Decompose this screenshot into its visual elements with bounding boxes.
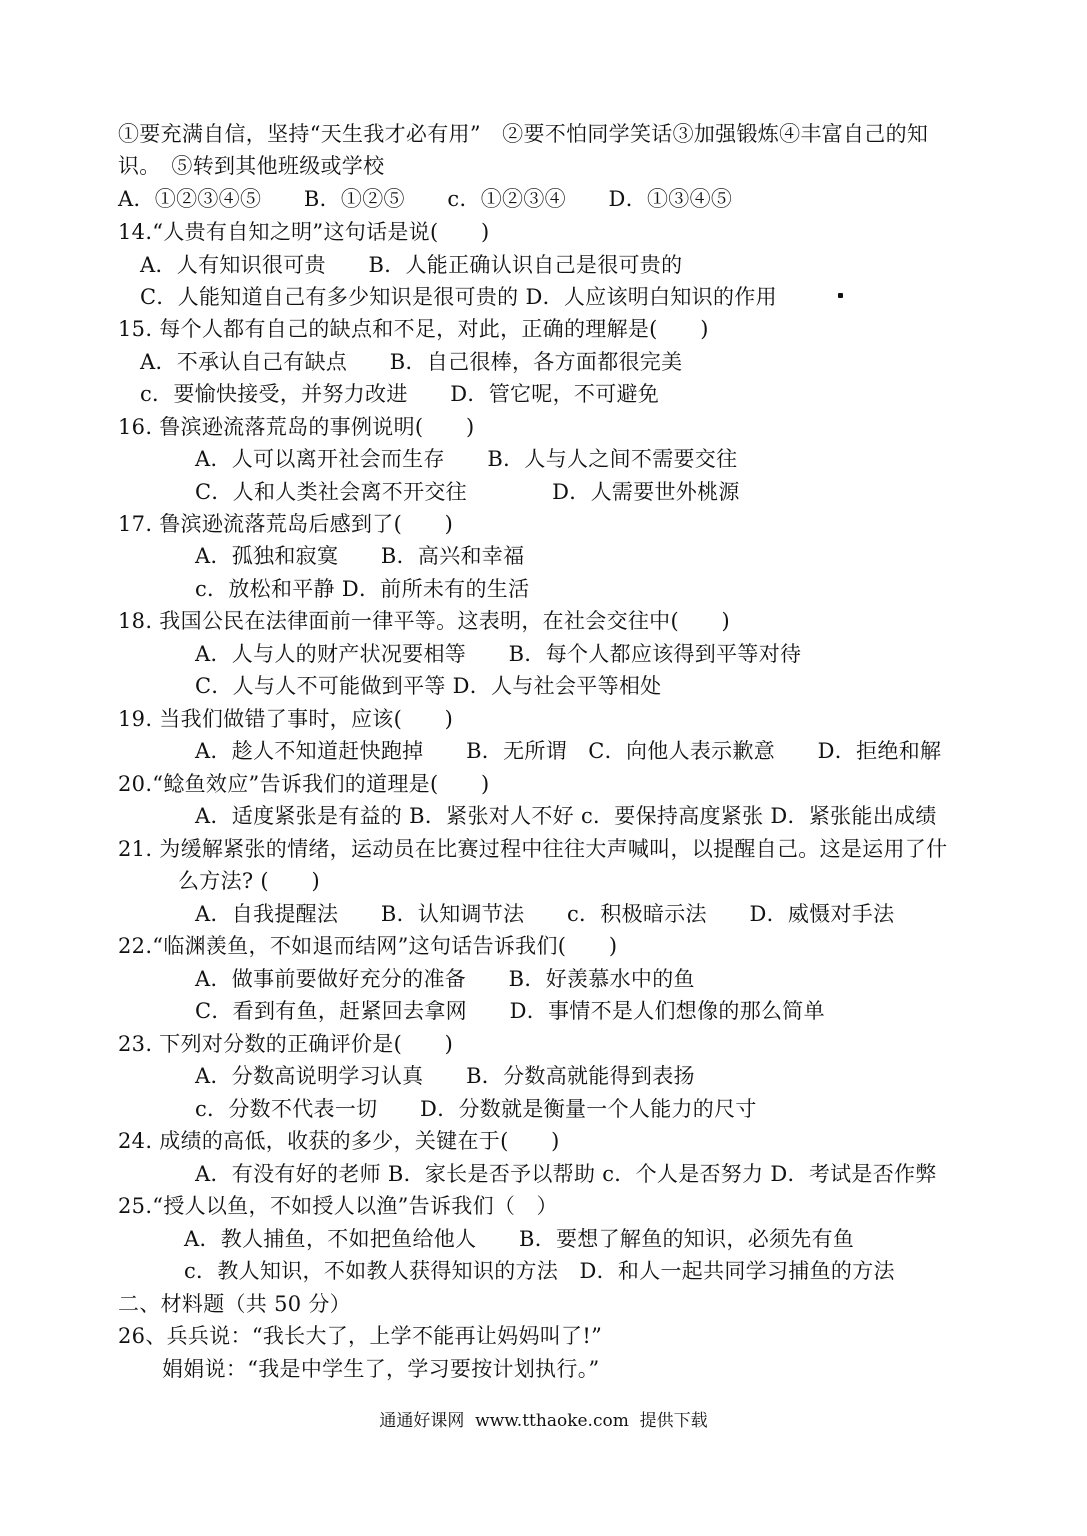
answer-options: C．人和人类社会离不开交往 D．人需要世外桃源 — [195, 480, 740, 504]
question-25: 25.“授人以鱼，不如授人以渔”告诉我们（ ） — [118, 1194, 558, 1218]
question-17: 17. 鲁滨逊流落荒岛后感到了( ) — [118, 512, 454, 536]
section-heading: 二、材料题（共 50 分） — [118, 1292, 351, 1316]
answer-options: c．要愉快接受，并努力改进 D．管它呢，不可避免 — [140, 382, 660, 406]
answer-options: A．①②③④⑤ B．①②⑤ c．①②③④ D．①③④⑤ — [118, 187, 733, 211]
text-line: 娟娟说：“我是中学生了，学习要按计划执行。” — [162, 1357, 600, 1381]
stray-dot — [838, 293, 843, 298]
answer-options: c．放松和平静 D．前所未有的生活 — [195, 577, 530, 601]
question-21: 21. 为缓解紧张的情绪，运动员在比赛过程中往往大声喊叫，以提醒自己。这是运用了什 — [118, 837, 948, 861]
page-footer: 通通好课网 www.tthaoke.com 提供下载 — [379, 1411, 708, 1431]
answer-options: A．分数高说明学习认真 B．分数高就能得到表扬 — [195, 1064, 695, 1088]
question-20: 20.“鲶鱼效应”告诉我们的道理是( ) — [118, 772, 490, 796]
question-15: 15. 每个人都有自己的缺点和不足，对此，正确的理解是( ) — [118, 317, 709, 341]
answer-options: C．看到有鱼，赶紧回去拿网 D．事情不是人们想像的那么简单 — [195, 999, 825, 1023]
answer-options: C．人与人不可能做到平等 D．人与社会平等相处 — [195, 674, 662, 698]
text-line: 识。 ⑤转到其他班级或学校 — [118, 154, 385, 178]
text-line: 么方法? ( ) — [178, 869, 321, 893]
question-18: 18. 我国公民在法律面前一律平等。这表明，在社会交往中( ) — [118, 609, 731, 633]
answer-options: A．教人捕鱼，不如把鱼给他人 B．要想了解鱼的知识，必须先有鱼 — [184, 1227, 855, 1251]
answer-options: C．人能知道自己有多少知识是很可贵的 D．人应该明白知识的作用 — [140, 285, 777, 309]
answer-options: A．趁人不知道赶快跑掉 B．无所谓 C．向他人表示歉意 D．拒绝和解 — [195, 739, 942, 763]
question-22: 22.“临渊羡鱼，不如退而结网”这句话告诉我们( ) — [118, 934, 618, 958]
question-19: 19. 当我们做错了事时，应该( ) — [118, 707, 454, 731]
text-line: ①要充满自信，坚持“天生我才必有用” ②要不怕同学笑话③加强锻炼④丰富自己的知 — [118, 122, 929, 146]
answer-options: A．人与人的财产状况要相等 B．每个人都应该得到平等对待 — [195, 642, 802, 666]
answer-options: A．人可以离开社会而生存 B．人与人之间不需要交往 — [195, 447, 738, 471]
answer-options: A．人有知识很可贵 B．人能正确认识自己是很可贵的 — [140, 253, 683, 277]
answer-options: A．做事前要做好充分的准备 B．好羡慕水中的鱼 — [195, 967, 695, 991]
question-14: 14.“人贵有自知之明”这句话是说( ) — [118, 220, 490, 244]
answer-options: c．教人知识，不如教人获得知识的方法 D．和人一起共同学习捕鱼的方法 — [184, 1259, 895, 1283]
answer-options: A．有没有好的老师 B．家长是否予以帮助 c．个人是否努力 D．考试是否作弊 — [195, 1162, 937, 1186]
answer-options: A．孤独和寂寞 B．高兴和幸福 — [195, 544, 525, 568]
question-26: 26、兵兵说：“我长大了，上学不能再让妈妈叫了!” — [118, 1324, 603, 1348]
question-16: 16. 鲁滨逊流落荒岛的事例说明( ) — [118, 415, 475, 439]
question-24: 24. 成绩的高低，收获的多少，关键在于( ) — [118, 1129, 560, 1153]
question-23: 23. 下列对分数的正确评价是( ) — [118, 1032, 454, 1056]
answer-options: A．适度紧张是有益的 B．紧张对人不好 c．要保持高度紧张 D．紧张能出成绩 — [195, 804, 937, 828]
answer-options: A．不承认自己有缺点 B．自己很棒，各方面都很完美 — [140, 350, 683, 374]
answer-options: c．分数不代表一切 D．分数就是衡量一个人能力的尺寸 — [195, 1097, 757, 1121]
answer-options: A．自我提醒法 B．认知调节法 c．积极暗示法 D．威慑对手法 — [195, 902, 895, 926]
